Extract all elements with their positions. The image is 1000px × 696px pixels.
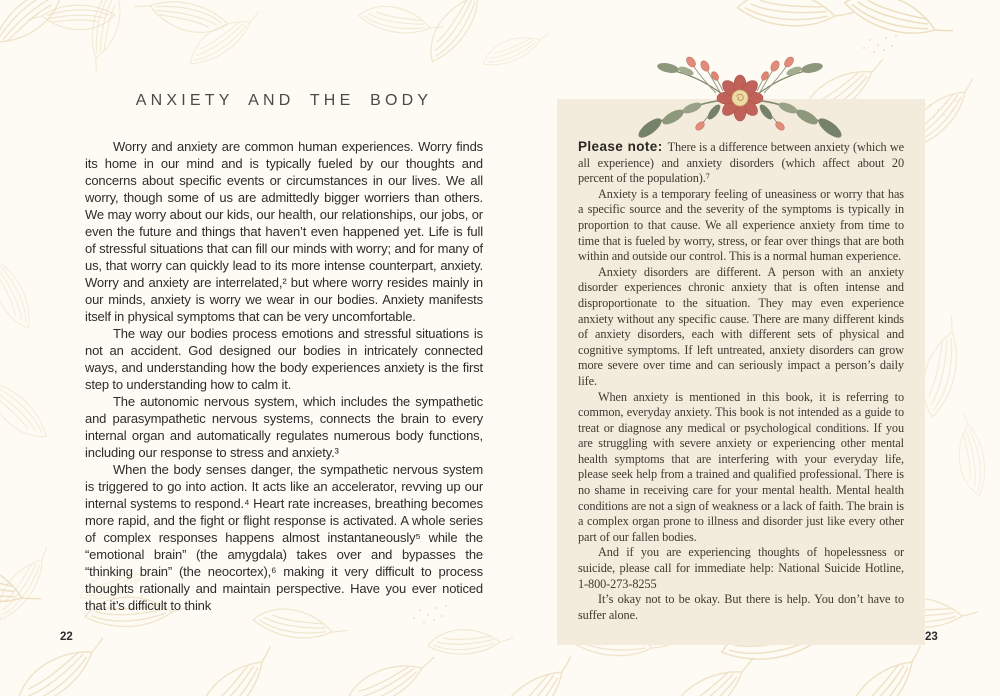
note-paragraph: Anxiety is a temporary feeling of uneasiness or worry that has a specific source and the severity of the symptoms is typically in proportion to that cause. We all experience anxiety from time to time that is fueled by worry, stress, or fear over things that are both within and outside our control. This is a normal human experience. [578,186,904,264]
left-page-body [85,138,483,614]
page-number-left: 22 [60,631,73,643]
body-paragraph: Worry and anxiety are common human experiences. Worry finds its home in our mind and is typically fueled by our thoughts and concerns about specific events or circumstances in our lives. We all worry, though some of us are admittedly bigger worriers than others. We may worry about our kids, our health, our relationships, our jobs, or even the future and things that haven’t even happened yet. Life is full of stressful situations that can fill our minds with worry; and for many of us, that worry can quickly lead to its more intense counterpart, anxiety. Worry and anxiety are interrelated,² but where worry resides mainly in our minds, anxiety is worry we wear in our bodies. Anxiety manifests itself in physical symptoms that can be very uncomfortable. [85,139,483,324]
body-paragraph: When the body senses danger, the sympathetic nervous system is triggered to go into action. It acts like an accelerator, revving up our internal systems to respond.⁴ Heart rate increases, breathing becomes more rapid, and the fight or flight response is activated. A whole series of complex responses happens almost instantaneously⁵ while the “emotional brain” (the amygdala) takes over and bypasses the “thinking brain” (the neocortex),⁶ making it very difficult to process thoughts rationally and maintain perspective. Have you ever noticed that it’s difficult to think [85,462,483,613]
body-paragraph: The way our bodies process emotions and stressful situations is not an accident. God designed our bodies in intricately connected ways, and understanding how the body experiences anxiety is the first step to understanding how to calm it. [85,326,483,392]
page-number-right: 23 [925,631,938,643]
please-note-box [557,99,925,645]
body-paragraph: The autonomic nervous system, which includes the sympathetic and parasympathetic nervous systems, connects the brain to every internal organ and automatically regulates numerous body functions, including our response to stress and anxiety.³ [85,394,483,460]
flower [717,75,763,121]
chapter-title: ANXIETY AND THE BODY [135,92,433,109]
note-paragraph: And if you are experiencing thoughts of hopelessness or suicide, please call for immediate help: National Suicide Hotline, 1-800-273-8255 [578,545,904,591]
note-lead-text: There is a difference between anxiety (which we all experience) and anxiety disorders (which affect about 20 percent of the population).⁷ [578,140,904,186]
note-paragraph: It’s okay not to be okay. But there is help. You don’t have to suffer alone. [578,592,904,622]
floral-divider-illustration [610,50,870,146]
note-paragraph: When anxiety is mentioned in this book, it is referring to common, everyday anxiety. This book is not intended as a guide to treat or diagnose any medical or psychological conditions. If you are struggling with severe anxiety or experiencing other mental health symptoms that are interfering with your everyday life, please seek help from a trained and qualified professional. There is no shame in receiving care for your mental health. Mental health conditions are not a sign of weakness or a lack of faith. The brain is a complex organ prone to illness and disorder just like every other part of our fallen bodies. [578,389,904,544]
note-paragraph: Anxiety disorders are different. A person with an anxiety disorder experiences chronic anxiety that is often intense and disproportionate to the situation. They may even experience anxiety without any specific cause. There are many different kinds of anxiety disorders, each with different sets of physical and cognitive symptoms. If left untreated, anxiety disorders can grow more severe over time and can seriously impact a person’s daily life. [578,264,904,388]
please-note-label: Please note: [578,139,663,154]
note-lead-paragraph [578,139,904,187]
